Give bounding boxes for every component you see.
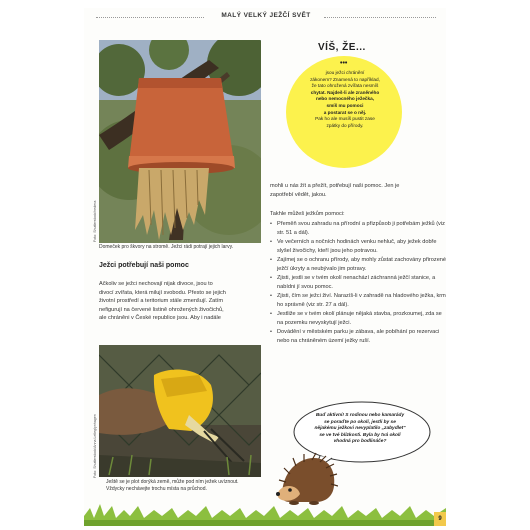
photo-earwig-house (99, 40, 261, 243)
right-intro (270, 182, 445, 199)
did-you-know-line: nebo nemocného ježečka, (315, 96, 375, 102)
list-item: • Ve večerních a nočních hodinách venku nehluč, aby ježek dobře slyšel živočichy, kteří jsou jeho potravou. (270, 238, 448, 255)
grass-border (84, 486, 446, 526)
header-rule-right (324, 17, 436, 18)
list-item: • Zjisti, čím se ježci živí. Narazíš-li v zahradě na hladového ježka, krm ho správně (viz str. 27 a dál). (270, 292, 448, 309)
bubble-line: Buď aktivní! S rodinou nebo kamarády (315, 413, 405, 418)
bubble-line: nějakému ježkovi nevyplatilo „zabydlet" (314, 426, 406, 432)
list-item: • Zajímej se o ochranu přírody, aby mohly zůstat zachovány přirozené ježčí úkryty a neubývalo jim potravy. (270, 256, 448, 273)
did-you-know-line: chytat. Najdeš-li ale zraněného (310, 89, 380, 95)
did-you-know-dots: ••• (340, 60, 348, 67)
body-line: divocí zvířata, která milují svobodu. Přesto se jejich (99, 289, 226, 296)
speech-bubble-text (304, 413, 416, 446)
body-line: životní prostředí a teritorium stále zmenšují. Zatím (99, 298, 224, 304)
bubble-line: se poraďte po okolí, jestli by se (324, 419, 396, 425)
list-item: • Jestliže se v tvém okolí plánuje nějaká stavba, prozkoumej, zda se na pozemku nevyskytují ježci. (270, 310, 448, 327)
bubble-line: vhodná pro bodlináče? (333, 439, 387, 445)
caption-line: Ještě se je plot dorýká země, může pod ním ježek uvíznout. (106, 479, 239, 485)
running-header (96, 12, 436, 24)
did-you-know-line: a postarat se o něj. (323, 109, 367, 115)
did-you-know-line: smíš mu pomoci (326, 102, 364, 108)
header-title: MALÝ VELKÝ JEŽČÍ SVĚT (221, 12, 311, 19)
did-you-know-line: že tato ohrožená zvířata nesmíš (311, 83, 379, 89)
section-body (99, 280, 269, 323)
list-item: • Dovádění v městském parku je zábava, ale pobíhání po rezervaci nebo na chráněném území ježky ruší. (270, 328, 448, 345)
photo-fence-glove (99, 345, 261, 477)
body-line: Ačkoliv se ježci nechovají nijak divoce, jsou to (99, 281, 213, 287)
list-item: • Zjisti, jestli se v tvém okolí nenachází záchranná ježčí stanice, a nabídni jí svou pomoc. (270, 274, 448, 291)
bubble-line: se ve tvé blízkosti. Byla by tvá okolí (319, 432, 401, 438)
caption-line: Vždycky nechávejte trochu místa na průchod. (106, 485, 207, 492)
body-line: nefigurují na červené listině ohrožených živočichů, (99, 306, 224, 313)
did-you-know-title: VÍŠ, ŽE... (318, 42, 366, 53)
list-intro: Takhle můžeš ježkům pomoci: (270, 211, 345, 217)
did-you-know-line: jsou ježci chránění (325, 70, 365, 75)
did-you-know-line: zákonem? Znamená to například, (310, 76, 380, 82)
photo1-credit: Foto: Shutterstock/hedera (93, 200, 97, 242)
section-heading: Ježci potřebují naši pomoc (99, 262, 189, 269)
page-number: 9 (434, 512, 446, 526)
body-line: mohli u nás žít a přežít, potřebují naši pomoc. Jen je (270, 183, 400, 189)
list-item: • Přeměň svou zahradu na přírodní a přizpůsob ji potřebám ježků (viz str. 51 a dál). (270, 220, 448, 237)
did-you-know-text (300, 70, 390, 129)
body-line: ale chráněni v České republice jsou. Aby i nadále (99, 315, 221, 321)
did-you-know-line: Pak ho ale musíš pustit zase (315, 116, 375, 122)
body-line: zapotřebí vědět, jakou. (270, 191, 327, 198)
help-list (270, 220, 448, 346)
photo1-caption: Domeček pro škvory na stromě. Ježci rádi potrají jejich larvy. (99, 244, 234, 250)
did-you-know-line: zpátky do přírody. (326, 122, 364, 128)
photo2-credit: Foto: Shutterstock/Anna Lelleglynhagen (93, 414, 97, 478)
